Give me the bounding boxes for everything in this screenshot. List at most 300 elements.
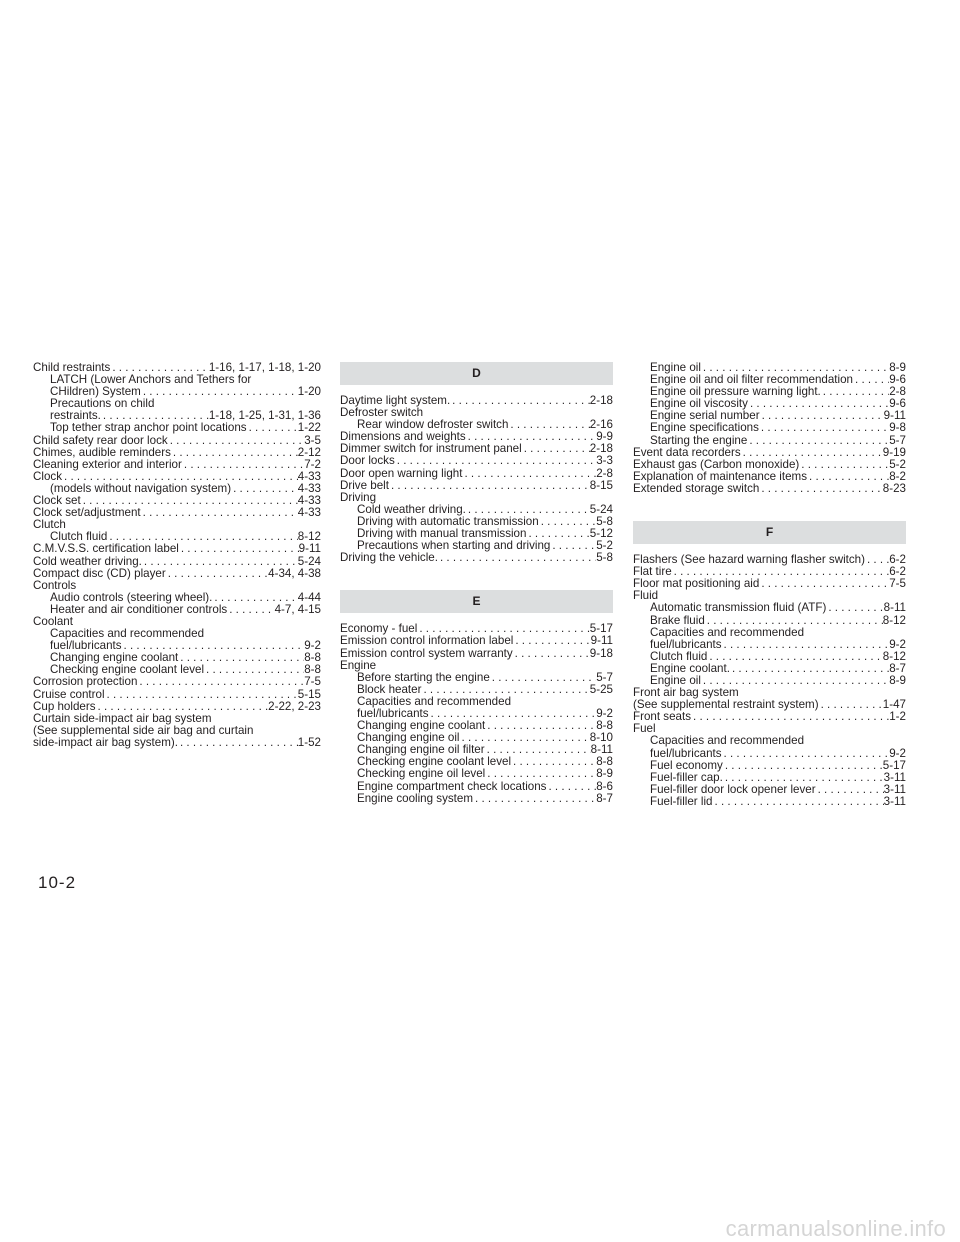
- index-entry-term: (See supplemental side air bag and curtain: [33, 724, 254, 737]
- index-entry-term: Checking engine coolant level: [50, 664, 205, 677]
- index-entry: [33, 737, 321, 749]
- index-entry-term: Capacities and recommended: [50, 628, 205, 641]
- dot-leader: [137, 676, 304, 688]
- dot-leader: [142, 556, 298, 568]
- index-entry-page: 9-11: [298, 543, 321, 556]
- index-entry-term: Emission control information label: [340, 635, 514, 648]
- index-entry-page: 9-19: [882, 446, 906, 459]
- dot-leader: [759, 483, 882, 495]
- index-entry: [633, 422, 906, 434]
- index-entry: [340, 504, 613, 516]
- index-entry: [633, 410, 906, 422]
- dot-leader: [539, 516, 597, 528]
- dot-leader: [722, 639, 890, 651]
- index-entry-term: Capacities and recommended: [650, 735, 805, 748]
- index-entry-page: 7-5: [889, 578, 906, 591]
- index-entry-page: 2-18: [589, 443, 613, 456]
- index-entry: [633, 483, 906, 495]
- index-entry-page: 8-11: [590, 744, 613, 757]
- index-entry-term: Top tether strap anchor point locations: [50, 422, 247, 435]
- index-entry: [633, 447, 906, 459]
- index-entry-term: Exhaust gas (Carbon monoxide): [633, 458, 800, 471]
- index-entry: [33, 701, 321, 713]
- dot-leader: [168, 435, 305, 447]
- index-entry-term: Engine coolant.: [650, 662, 730, 675]
- index-entry-page: 4-33: [297, 482, 321, 495]
- index-entry-term: Block heater: [357, 683, 422, 696]
- dot-leader: [707, 651, 882, 663]
- index-entry-page: 9-6: [889, 374, 906, 387]
- index-entry: [33, 459, 321, 471]
- index-entry-page: 5-15: [297, 688, 321, 701]
- index-entry-page: 6-2: [889, 554, 906, 567]
- index-entry-page: 8-7: [596, 792, 613, 805]
- index-entry: [33, 398, 321, 410]
- dot-leader: [227, 604, 274, 616]
- index-entry-term: Clock set: [33, 495, 81, 508]
- index-entry: [633, 663, 906, 675]
- index-entry-page: 3-11: [883, 795, 906, 808]
- index-entry: [33, 374, 321, 386]
- index-entry: [340, 720, 613, 732]
- index-entry-term: Precautions when starting and driving: [357, 540, 551, 553]
- index-entry-term: Engine serial number: [650, 410, 760, 423]
- dot-leader: [713, 796, 884, 808]
- index-entry-page: 5-25: [589, 683, 613, 696]
- index-entry-page: 4-7, 4-15: [274, 603, 321, 616]
- index-entry: [633, 687, 906, 699]
- dot-leader: [513, 648, 590, 660]
- dot-leader: [513, 635, 590, 647]
- index-entry-term: Clutch: [33, 519, 66, 532]
- index-entry: [33, 483, 321, 495]
- index-entry: [633, 699, 906, 711]
- index-entry-page: 5-2: [889, 458, 906, 471]
- index-entry: [33, 435, 321, 447]
- index-entry: [340, 660, 613, 672]
- index-entry-page: 2-8: [596, 467, 613, 480]
- index-entry-term: Fuel economy: [650, 759, 723, 772]
- index-entry-term: Heater and air conditioner controls: [50, 603, 228, 616]
- index-entry: [340, 407, 613, 419]
- index-entry-page: 9-6: [889, 398, 906, 411]
- dot-leader: [485, 720, 596, 732]
- index-entry: [340, 781, 613, 793]
- index-entry-term: Cruise control: [33, 688, 105, 701]
- dot-leader: [166, 568, 268, 580]
- dot-leader: [722, 748, 890, 760]
- index-entry: [33, 507, 321, 519]
- index-entry-term: Changing engine oil filter: [357, 744, 485, 757]
- index-entry: [33, 495, 321, 507]
- index-entry: [633, 471, 906, 483]
- index-entry: [633, 602, 906, 614]
- watermark: carmanualsonline.info: [725, 1216, 946, 1241]
- index-entry: [633, 784, 906, 796]
- index-entry-term: Dimensions and weights: [340, 431, 466, 444]
- index-entry: [340, 708, 613, 720]
- index-entry-page: 8-15: [589, 479, 613, 492]
- index-entry: [340, 756, 613, 768]
- index-entry-term: Child restraints: [33, 362, 111, 374]
- index-entry-page: 3-11: [883, 783, 906, 796]
- index-entry-term: Engine oil: [650, 362, 701, 374]
- index-entry-term: Corrosion protection: [33, 676, 138, 689]
- index-entry-page: 8-12: [882, 614, 906, 627]
- index-entry-page: 5-8: [596, 552, 613, 565]
- dot-leader: [741, 447, 883, 459]
- index-entry: [340, 419, 613, 431]
- index-entry-page: 1-16, 1-17, 1-18, 1-20: [208, 362, 321, 374]
- dot-leader: [62, 471, 298, 483]
- index-entry-page: 9-8: [889, 422, 906, 435]
- dot-leader: [389, 480, 590, 492]
- index-entry: [633, 615, 906, 627]
- index-entry-term: Changing engine coolant: [357, 720, 486, 733]
- dot-leader: [821, 386, 889, 398]
- index-entry-page: 4-34, 4-38: [268, 567, 321, 580]
- index-entry: [633, 639, 906, 651]
- index-entry-page: 9-11: [883, 410, 906, 423]
- index-entry-page: 2-16: [589, 419, 613, 432]
- index-entry-term: Checking engine coolant level: [357, 756, 512, 769]
- index-entry: [33, 689, 321, 701]
- index-entry-page: 4-44: [297, 591, 321, 604]
- index-entry: [633, 796, 906, 808]
- dot-leader: [826, 602, 883, 614]
- dot-leader: [96, 701, 269, 713]
- index-column-3: [633, 362, 906, 808]
- dot-leader: [417, 623, 589, 635]
- entries-f: [633, 554, 906, 808]
- index-entry-term: Engine oil: [650, 674, 701, 687]
- dot-leader: [546, 781, 596, 793]
- dot-leader: [395, 455, 596, 467]
- dot-leader: [473, 793, 596, 805]
- index-entry-term: Door open warning light: [340, 467, 463, 480]
- index-entry-page: 8-8: [304, 664, 321, 677]
- index-entry-term: Curtain side-impact air bag system: [33, 712, 212, 725]
- index-entry-term: Clock: [33, 470, 62, 483]
- index-entry-term: Economy - fuel: [340, 623, 418, 636]
- index-entry-term: Driving with manual transmission: [357, 528, 527, 541]
- index-entry: [340, 455, 613, 467]
- index-entry-term: Clutch fluid: [50, 531, 108, 544]
- index-entry: [340, 468, 613, 480]
- index-entry-page: 8-7: [889, 662, 906, 675]
- index-entry-page: 8-6: [596, 780, 613, 793]
- index-entry-term: Capacities and recommended: [357, 695, 512, 708]
- index-entry-page: 9-11: [590, 635, 613, 648]
- index-entry-term: Audio controls (steering wheel).: [50, 591, 213, 604]
- index-entry-page: 2-8: [889, 386, 906, 399]
- index-entry: [33, 580, 321, 592]
- index-entry: [33, 664, 321, 676]
- dot-leader: [485, 768, 596, 780]
- index-entry-term: Automatic transmission fluid (ATF): [650, 602, 827, 615]
- index-entry-term: Clutch fluid: [650, 650, 708, 663]
- index-entry-page: 8-23: [882, 482, 906, 495]
- index-entry: [633, 386, 906, 398]
- index-entry: [340, 480, 613, 492]
- index-entry-page: 5-2: [596, 540, 613, 553]
- index-entry-term: Coolant: [33, 615, 73, 628]
- dot-leader: [819, 699, 883, 711]
- entries-e-continued: [633, 362, 906, 495]
- index-entry-term: Dimmer switch for instrument panel: [340, 443, 522, 456]
- index-entry-page: 8-8: [304, 652, 321, 665]
- index-entry: [33, 713, 321, 725]
- dot-leader: [799, 459, 889, 471]
- index-entry: [33, 640, 321, 652]
- dot-leader: [748, 398, 889, 410]
- index-entry-term: Chimes, audible reminders: [33, 446, 171, 459]
- index-entry-page: 3-5: [304, 434, 321, 447]
- index-entry-term: Explanation of maintenance items: [633, 470, 808, 483]
- index-entry-term: Rear window defroster switch: [357, 419, 509, 432]
- index-entry: [633, 772, 906, 784]
- index-entry-page: 8-9: [596, 768, 613, 781]
- index-entry: [633, 398, 906, 410]
- index-entry: [33, 362, 321, 374]
- index-entry-term: Cleaning exterior and interior: [33, 458, 182, 471]
- index-entry-page: 8-12: [297, 531, 321, 544]
- index-entry-page: 8-9: [889, 362, 906, 374]
- index-entry: [633, 760, 906, 772]
- index-entry-term: side-impact air bag system).: [33, 736, 178, 749]
- index-entry-term: Drive belt: [340, 479, 389, 492]
- index-entry-term: restraints.: [50, 410, 101, 423]
- index-entry: [33, 543, 321, 555]
- dot-leader: [171, 447, 298, 459]
- dot-leader: [450, 395, 590, 407]
- dot-leader: [550, 540, 596, 552]
- index-entry: [33, 592, 321, 604]
- index-entry: [340, 395, 613, 407]
- index-entry-page: 5-17: [882, 759, 906, 772]
- index-entry-page: 1-52: [297, 736, 321, 749]
- index-entry-page: 5-8: [596, 515, 613, 528]
- dot-leader: [807, 471, 889, 483]
- index-entry-page: 8-10: [589, 732, 613, 745]
- index-entry-term: Precautions on child: [50, 398, 155, 411]
- index-entry: [633, 374, 906, 386]
- index-entry-page: 9-2: [889, 638, 906, 651]
- index-entry-term: Door locks: [340, 455, 395, 468]
- index-entry-term: Starting the engine: [650, 434, 748, 447]
- index-entry-term: Brake fluid: [650, 614, 705, 627]
- index-entry: [633, 723, 906, 735]
- index-entry-term: Fuel-filler door lock opener lever: [650, 783, 816, 796]
- index-entry-term: Engine oil pressure warning light.: [650, 386, 821, 399]
- index-entry: [33, 410, 321, 422]
- dot-leader: [705, 615, 883, 627]
- index-entry: [33, 652, 321, 664]
- index-entry: [340, 648, 613, 660]
- index-entry: [340, 516, 613, 528]
- index-entry-term: Flashers (See hazard warning flasher switch): [633, 554, 865, 567]
- dot-leader: [865, 554, 889, 566]
- dot-leader: [691, 711, 889, 723]
- index-entry-term: Cup holders: [33, 700, 96, 713]
- dot-leader: [178, 652, 304, 664]
- index-entry: [633, 651, 906, 663]
- index-entry-term: Clock set/adjustment: [33, 507, 141, 520]
- index-entry-page: 9-18: [589, 647, 613, 660]
- index-entry-page: 3-3: [596, 455, 613, 468]
- index-entry-term: Fuel: [633, 723, 656, 736]
- dot-leader: [178, 737, 298, 749]
- index-entry-term: Driving with automatic transmission: [357, 515, 539, 528]
- index-entry: [33, 471, 321, 483]
- index-entry: [633, 748, 906, 760]
- index-entry-term: Flat tire: [633, 566, 672, 579]
- index-entry-page: 8-8: [596, 756, 613, 769]
- index-entry-term: Changing engine oil: [357, 732, 460, 745]
- index-entry: [33, 568, 321, 580]
- index-entry-page: 2-22, 2-23: [268, 700, 321, 713]
- dot-leader: [141, 386, 298, 398]
- index-column-2: [340, 362, 613, 805]
- index-entry-page: 8-9: [889, 674, 906, 687]
- index-entry-page: 2-12: [297, 446, 321, 459]
- index-entry-term: fuel/lubricants: [650, 747, 722, 760]
- dot-leader: [526, 528, 589, 540]
- index-entry-term: Cold weather driving.: [357, 503, 466, 516]
- index-entry: [340, 635, 613, 647]
- index-entry-page: 2-18: [589, 395, 613, 407]
- index-entry-term: Engine oil and oil filter recommendation: [650, 374, 854, 387]
- dot-leader: [485, 744, 591, 756]
- index-entry-term: Child safety rear door lock: [33, 434, 168, 447]
- index-entry: [340, 696, 613, 708]
- dot-leader: [760, 410, 884, 422]
- index-entry: [633, 362, 906, 374]
- dot-leader: [701, 362, 889, 374]
- index-column-1: [33, 362, 321, 749]
- index-entry: [33, 531, 321, 543]
- index-entry-term: Engine cooling system: [357, 792, 473, 805]
- dot-leader: [672, 566, 890, 578]
- index-entry-page: 8-2: [889, 470, 906, 483]
- index-entry: [33, 676, 321, 688]
- index-entry-term: Engine specifications: [650, 422, 759, 435]
- dot-leader: [816, 784, 884, 796]
- dot-leader: [247, 422, 298, 434]
- dot-leader: [101, 410, 209, 422]
- dot-leader: [853, 374, 889, 386]
- index-entry-term: Front air bag system: [633, 687, 739, 700]
- dot-leader: [141, 507, 298, 519]
- index-entry-page: 1-18, 1-25, 1-31, 1-36: [208, 410, 321, 423]
- index-entry: [33, 725, 321, 737]
- dot-leader: [723, 760, 883, 772]
- index-entry-page: 5-24: [297, 555, 321, 568]
- entries-e: [340, 623, 613, 804]
- dot-leader: [429, 708, 597, 720]
- index-entry: [33, 556, 321, 568]
- index-entry-term: Front seats: [633, 711, 691, 724]
- index-entry: [633, 711, 906, 723]
- index-entry: [33, 616, 321, 628]
- dot-leader: [759, 578, 889, 590]
- section-header-d: D: [340, 362, 613, 385]
- index-entry-term: Fuel-filler cap.: [650, 771, 723, 784]
- dot-leader: [212, 592, 297, 604]
- index-entry: [33, 386, 321, 398]
- index-entry: [633, 735, 906, 747]
- index-entry-term: Cold weather driving.: [33, 555, 142, 568]
- index-entry-page: 9-9: [596, 431, 613, 444]
- dot-leader: [421, 684, 589, 696]
- index-entry-page: 5-17: [589, 623, 613, 636]
- dot-leader: [508, 419, 589, 431]
- index-entry: [633, 675, 906, 687]
- index-entry-term: Compact disc (CD) player: [33, 567, 166, 580]
- index-entry: [33, 422, 321, 434]
- dot-leader: [747, 435, 889, 447]
- index-entry-term: Driving: [340, 491, 377, 504]
- dot-leader: [466, 504, 590, 516]
- index-entry-term: fuel/lubricants: [50, 640, 122, 653]
- index-entry-term: CHildren) System: [50, 386, 141, 399]
- index-entry: [340, 492, 613, 504]
- index-entry: [340, 528, 613, 540]
- index-entry-page: 5-24: [589, 503, 613, 516]
- index-entry-term: (See supplemental restraint system): [633, 699, 819, 712]
- index-entry: [340, 732, 613, 744]
- index-entry-page: 8-11: [883, 602, 906, 615]
- dot-leader: [110, 362, 209, 374]
- index-entry-term: Emission control system warranty: [340, 647, 513, 660]
- index-entry-page: 5-7: [596, 671, 613, 684]
- index-entry: [340, 552, 613, 564]
- index-entry-term: Floor mat positioning aid: [633, 578, 760, 591]
- dot-leader: [182, 459, 304, 471]
- entries-c: [33, 362, 321, 749]
- index-entry: [340, 540, 613, 552]
- dot-leader: [759, 422, 889, 434]
- index-entry: [340, 793, 613, 805]
- index-entry: [340, 744, 613, 756]
- index-entry-page: 1-20: [297, 386, 321, 399]
- index-entry-term: Driving the vehicle.: [340, 552, 438, 565]
- dot-leader: [723, 772, 884, 784]
- dot-leader: [231, 483, 298, 495]
- index-entry-term: Engine oil viscosity: [650, 398, 748, 411]
- index-entry-term: (models without navigation system): [50, 482, 232, 495]
- index-entry: [633, 590, 906, 602]
- dot-leader: [466, 431, 597, 443]
- index-entry: [633, 554, 906, 566]
- section-header-e: E: [340, 590, 613, 613]
- dot-leader: [490, 672, 596, 684]
- index-entry-page: 6-2: [889, 566, 906, 579]
- dot-leader: [81, 495, 298, 507]
- index-entry-term: Controls: [33, 579, 77, 592]
- index-entry: [633, 627, 906, 639]
- index-entry: [340, 768, 613, 780]
- index-entry: [633, 459, 906, 471]
- index-entry-term: Event data recorders: [633, 446, 741, 459]
- index-entry: [33, 604, 321, 616]
- index-entry-term: LATCH (Lower Anchors and Tethers for: [50, 374, 252, 387]
- dot-leader: [107, 531, 297, 543]
- index-entry: [340, 431, 613, 443]
- index-entry-term: fuel/lubricants: [650, 638, 722, 651]
- index-entry-term: Changing engine coolant: [50, 652, 179, 665]
- dot-leader: [122, 640, 305, 652]
